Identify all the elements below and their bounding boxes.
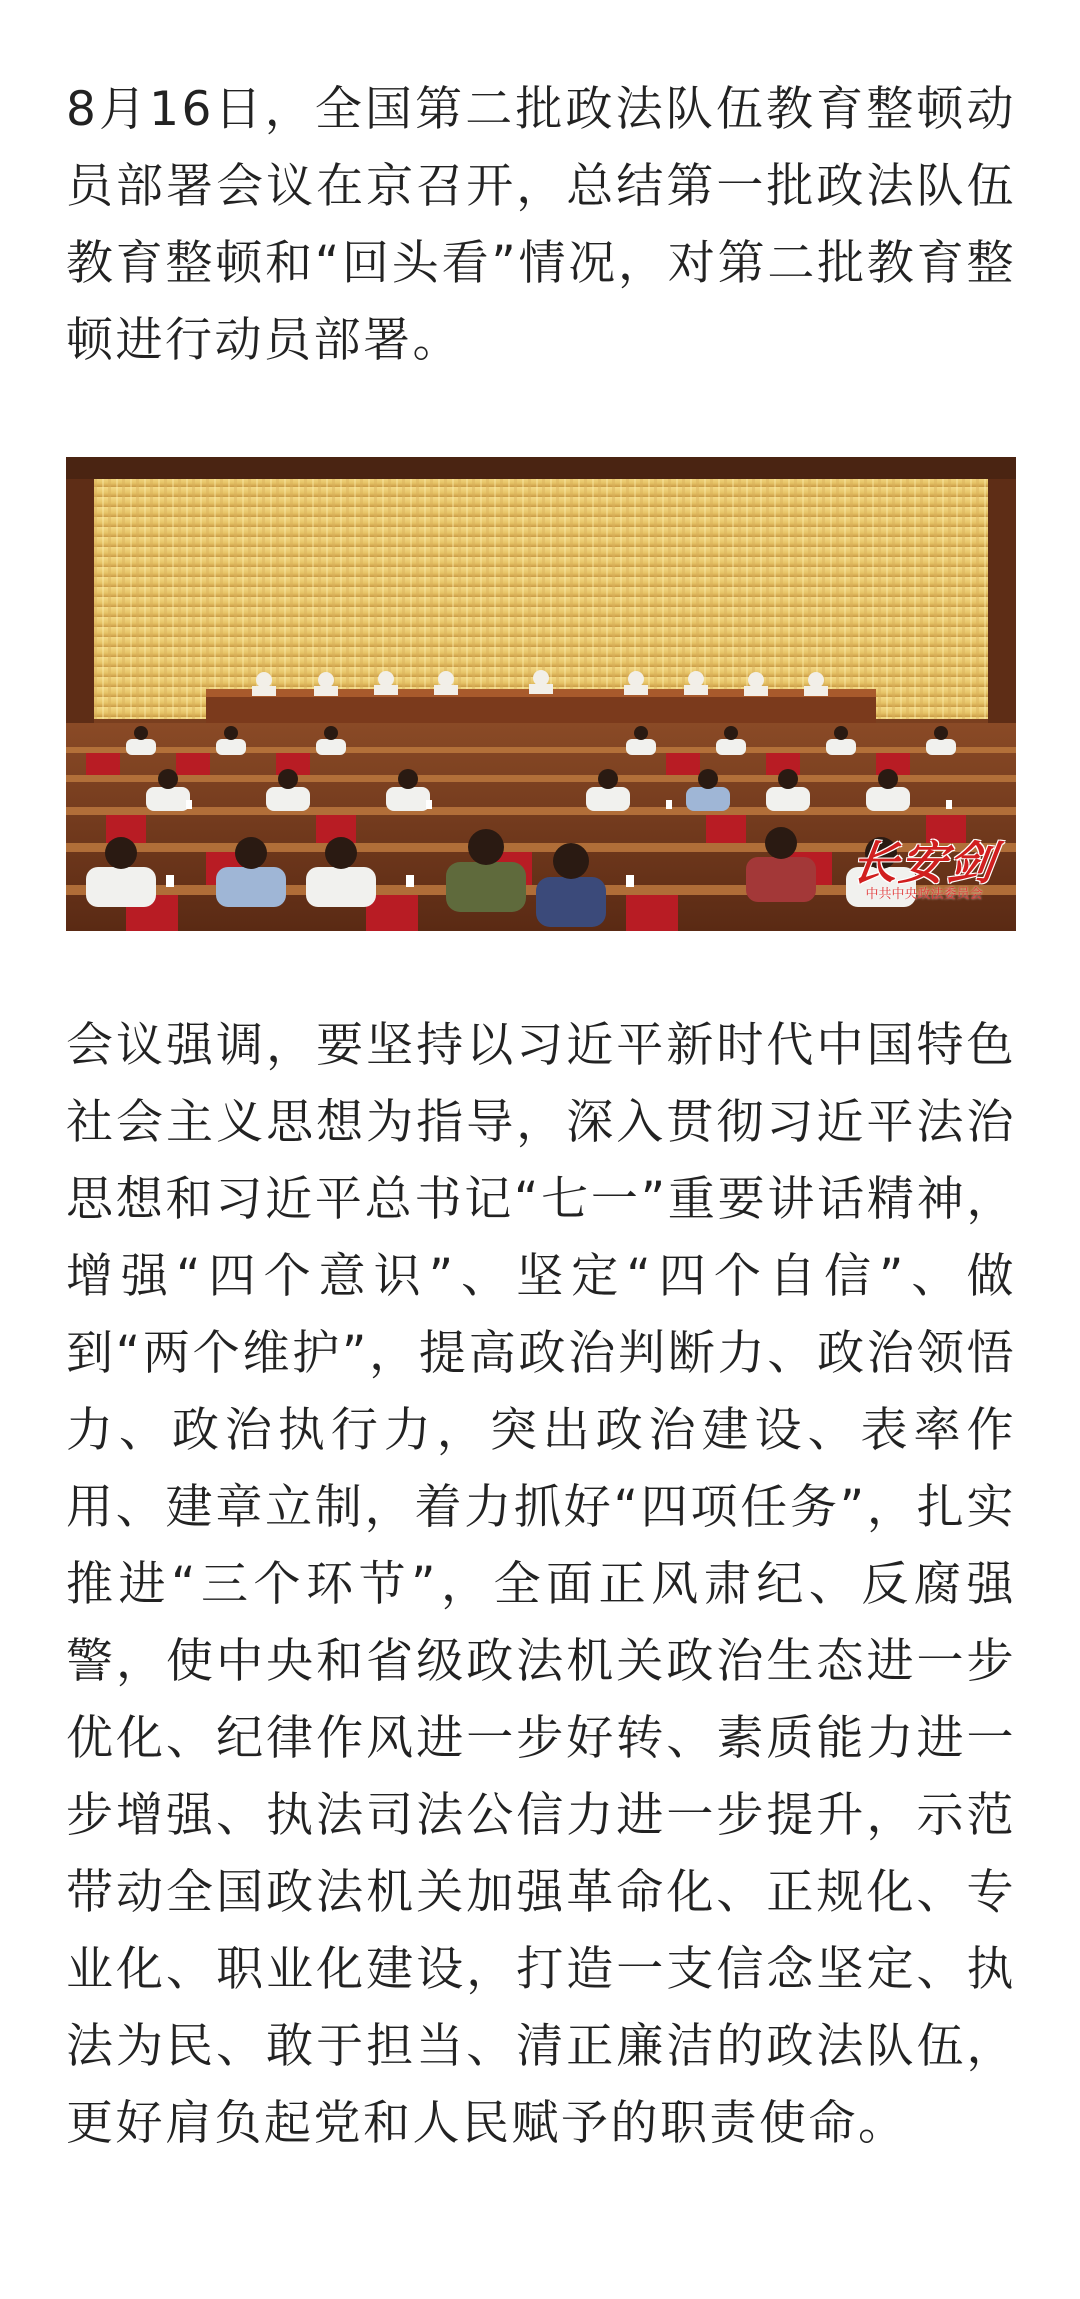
watermark-caption: 中共中央政法委员会: [865, 887, 983, 902]
article-paragraph-main: 会议强调，要坚持以习近平新时代中国特色社会主义思想为指导，深入贯彻习近平法治思想和习近平总书记“七一”重要讲话精神，增强“四个意识”、坚定“四个自信”、做到“两个维护”，提高政治判断力、政治领悟力、政治执行力，突出政治建设、表率作用、建章立制，着力抓好“四项任务”，扎实推进“三个环节”，全面正风肃纪、反腐强警，使中央和省级政法机关政治生态进一步优化、纪律作风进一步好转、素质能力进一步增强、执法司法公信力进一步提升，示范带动全国政法机关加强革命化、正规化、专业化、职业化建设，打造一支信念坚定、执法为民、敢于担当、清正廉洁的政法队伍，更好肩负起党和人民赋予的职责使命。: [66, 1018, 1016, 2151]
watermark-stamp: [848, 836, 1000, 903]
article-paragraph-intro: 8月16日，全国第二批政法队伍教育整顿动员部署会议在京召开，总结第一批政法队伍教育整顿和“回头看”情况，对第二批教育整顿进行动员部署。: [66, 82, 1016, 368]
meeting-photo[interactable]: [66, 457, 1016, 931]
watermark-logo: 长安剑: [848, 836, 1000, 890]
